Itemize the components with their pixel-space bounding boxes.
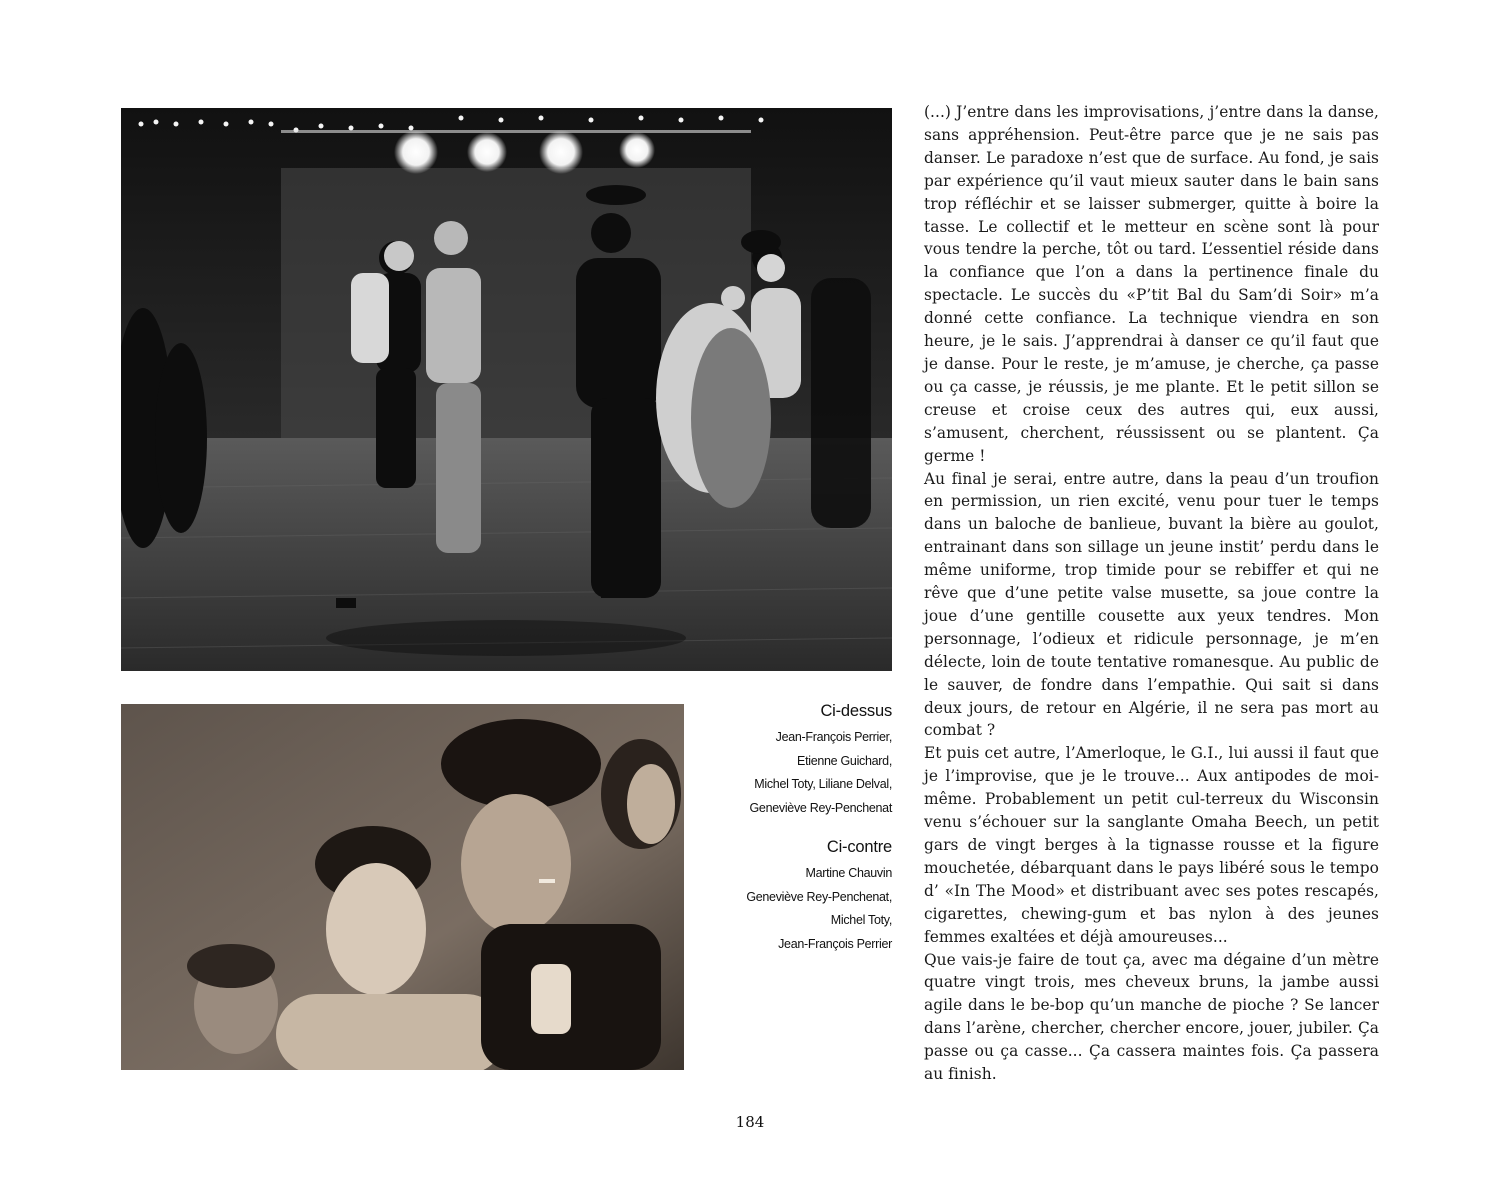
caption-opposite-title: Ci-contre	[826, 838, 892, 856]
caption-opposite	[700, 836, 892, 956]
paragraph: Au final je serai, entre autre, dans la peau d’un troufion en permission, un rien excité, venu pour tuer le temps dans un baloche de banlieue, buvant la bière au goulot, entrainant dans son sillage un jeune instit’ perdu dans le même uniforme, trop timide pour se rebiffer et qui ne rêve que d’une petite valse musette, sa joue contre la joue d’une gentille cousette aux yeux tendres. Mon personnage, l’odieux et ridicule personnage, je m’en délecte, loin de toute tentative romanesque. Au public de le sauver, de fondre dans l’empathie. Qui sait si dans deux jours, de retour en Algérie, il ne sera pas mort au combat ?	[924, 469, 1379, 740]
caption-line: Jean-François Perrier,	[775, 730, 892, 744]
paragraph: Et puis cet autre, l’Amerloque, le G.I., lui aussi il faut que je l’improvise, que je le trouve... Aux antipodes de moi-même. Probablement un petit cul-terreux du Wisconsin venu s’échouer sur la sanglante Omaha Beech, un petit gars de vingt berges à la tignasse rousse et la figure mouchetée, débarquant dans le pays libéré sous le tempo d’ «In The Mood» et distribuant avec ses potes rescapés, cigarettes, chewing-gum et bas nylon à des jeunes femmes exaltées et déjà amoureuses...	[924, 744, 1379, 946]
page-number: 184	[735, 1113, 765, 1131]
caption-above-title: Ci-dessus	[820, 702, 892, 720]
body-text	[924, 101, 1379, 1086]
caption-line: Jean-François Perrier	[778, 936, 892, 951]
photo-captions	[700, 700, 892, 956]
dance-stage-photo	[121, 108, 892, 671]
caption-above	[700, 700, 892, 820]
caption-line: Martine Chauvin	[805, 866, 892, 880]
dance-stage-photo-illustration	[121, 108, 892, 671]
paragraph: Que vais-je faire de tout ça, avec ma dégaine d’un mètre quatre vingt trois, mes cheveux bruns, la jambe aussi agile dans le be-bop qu’un manche de pioche ? Se lancer dans l’arène, chercher, chercher encore, jouer, jubiler. Ça passe ou ça casse... Ça cassera maintes fois. Ça passera au finish.	[924, 950, 1379, 1084]
caption-line: Geneviève Rey-Penchenat	[749, 800, 892, 815]
paragraph: (...) J’entre dans les improvisations, j’entre dans la danse, sans appréhension. Peut-être parce que je ne sais pas danser. Le paradoxe n’est que de surface. Au fond, je sais par expérience qu’il vaut mieux sauter dans le bain sans trop réfléchir et se laisser submerger, quitte à boire la tasse. Le collectif et le metteur en scène sont là pour vous tendre la perche, tôt ou tard. L’essentiel réside dans la confiance que l’on a dans la pertinence finale du spectacle. Le succès du «P’tit Bal du Sam’di Soir» m’a donné cette confiance. La technique viendra en son heure, je le sais. J’apprendrai à danser ce qu’il faut que je danse. Pour le reste, je m’amuse, je cherche, ça passe ou ça casse, je réussis, je me plante. Et le petit sillon se creuse et croise ceux des autres qui, eux aussi, s’amusent, cherchent, réussissent ou se plantent. Ça germe !	[924, 103, 1379, 465]
caption-line: Michel Toty,	[830, 913, 892, 927]
caption-line: Michel Toty, Liliane Delval,	[754, 777, 892, 791]
caption-line: Geneviève Rey-Penchenat,	[746, 889, 892, 904]
sepia-portrait-photo-illustration	[121, 704, 684, 1070]
caption-line: Etienne Guichard,	[797, 753, 892, 768]
sepia-portrait-photo	[121, 704, 684, 1070]
